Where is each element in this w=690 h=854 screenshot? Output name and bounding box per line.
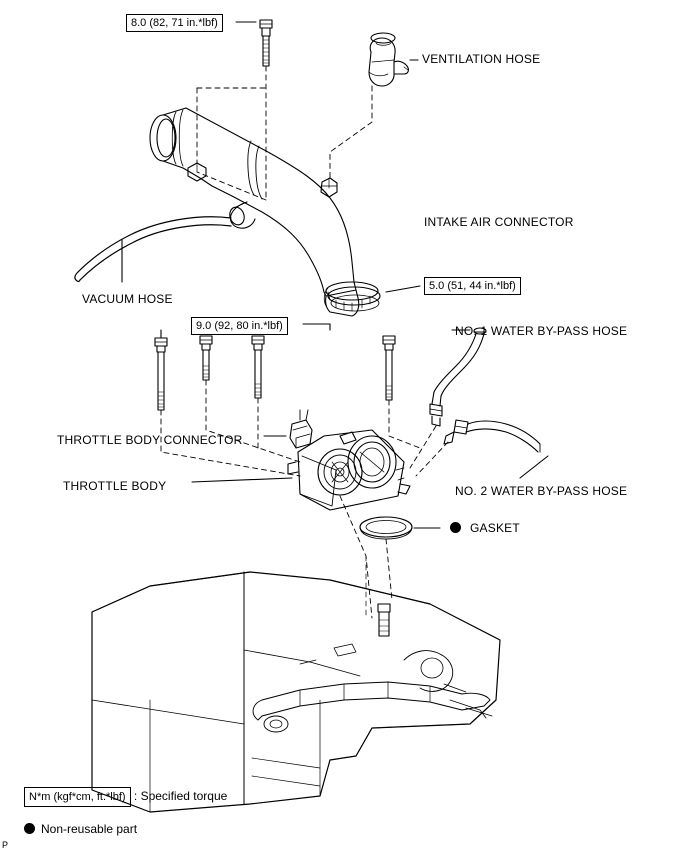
- legend-non-reusable: [24, 822, 137, 836]
- torque-callout-lower-text: 9.0 (92, 80 in.*lbf): [196, 320, 283, 332]
- label-vacuum-hose-text: VACUUM HOSE: [82, 292, 173, 306]
- label-no1-water-by-pass-hose: [455, 324, 627, 338]
- label-ventilation-hose-text: VENTILATION HOSE: [422, 52, 541, 66]
- label-ventilation-hose: [422, 52, 540, 66]
- legend-non-reusable-text: Non-reusable part: [41, 822, 138, 836]
- label-throttle-body-text: THROTTLE BODY: [63, 479, 167, 493]
- label-throttle-body-connector-text: THROTTLE BODY CONNECTOR: [57, 433, 243, 447]
- label-throttle-body-connector: [57, 433, 243, 447]
- torque-callout-upper-text: 8.0 (82, 71 in.*lbf): [131, 17, 218, 29]
- legend-torque-note: : Specified torque: [130, 789, 228, 803]
- non-reusable-bullet-icon: [24, 823, 35, 834]
- label-gasket: [470, 521, 520, 535]
- torque-callout-middle-text: 5.0 (51, 44 in.*lbf): [429, 280, 516, 292]
- label-no1-water-by-pass-hose-text: NO. 1 WATER BY-PASS HOSE: [455, 324, 628, 338]
- label-intake-air-connector-text: INTAKE AIR CONNECTOR: [424, 215, 574, 229]
- label-gasket-text: GASKET: [470, 521, 520, 535]
- label-vacuum-hose: [82, 292, 173, 306]
- label-no2-water-by-pass-hose: [455, 484, 627, 498]
- label-no2-water-by-pass-hose-text: NO. 2 WATER BY-PASS HOSE: [455, 484, 628, 498]
- torque-callout-lower: [191, 317, 288, 335]
- non-reusable-bullet-gasket: [450, 522, 461, 533]
- torque-callout-upper: [126, 14, 223, 32]
- legend-specified-torque: [24, 787, 227, 807]
- figure-corner-id: P: [2, 840, 9, 850]
- torque-callout-middle: [424, 277, 521, 295]
- label-intake-air-connector: [424, 215, 574, 229]
- label-throttle-body: [63, 479, 166, 493]
- legend-torque-unit: N*m (kgf*cm, ft.*lbf): [24, 787, 131, 807]
